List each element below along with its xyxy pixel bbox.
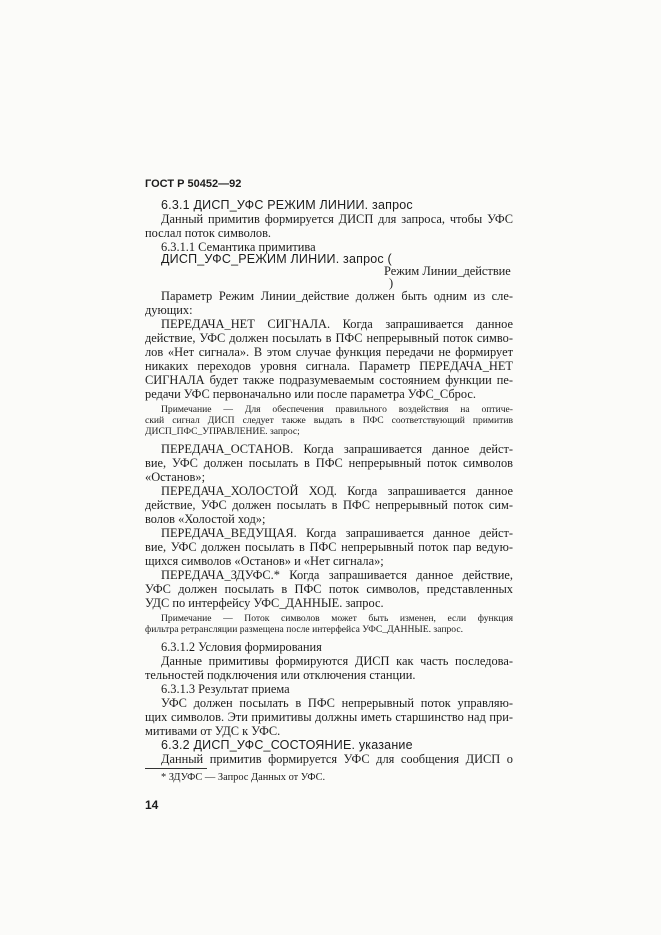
primitive-parameter: Режим Линии_действие [384, 264, 511, 278]
note-line: Примечание — Поток символов может быть изменен, если функция [161, 613, 513, 624]
primitive-close-paren: ) [389, 276, 394, 290]
text-line: Параметр Режим Линии_действие должен быть одним из сле- [161, 289, 513, 303]
text-line: тельностей подключения или отключения станции. [145, 668, 416, 682]
page-header: ГОСТ Р 50452—92 [145, 178, 242, 190]
note-line: Примечание — Для обеспечения правильного воздействия на оптиче- [161, 404, 513, 415]
text-line: ПЕРЕДАЧА_ХОЛОСТОЙ ХОД. Когда запрашивается данное [161, 484, 513, 498]
text-line: редачи УФС первоначально или после параметра УФС_Сброс. [145, 387, 476, 401]
text-line: никаких переходов уровня сигнала. Параметр ПЕРЕДАЧА_НЕТ [145, 359, 513, 373]
footnote-rule [145, 768, 207, 769]
text-line: ПЕРЕДАЧА_ОСТАНОВ. Когда запрашивается данное дейст- [161, 442, 513, 456]
text-line: ПЕРЕДАЧА_ЗДУФС.* Когда запрашивается данное действие, [161, 568, 513, 582]
page-number: 14 [145, 798, 159, 812]
text-line: Данный примитив формируется ДИСП для запроса, чтобы УФС [161, 212, 513, 226]
text-line: волов «Холостой ход»; [145, 512, 266, 526]
text-line: ПЕРЕДАЧА_ВЕДУЩАЯ. Когда запрашивается данное дейст- [161, 526, 513, 540]
text-line: УФС должен посылать в ПФС поток символов, представленных [145, 582, 513, 596]
text-line: щихся символов «Останов» и «Нет сигнала»; [145, 554, 384, 568]
note-line: фильтра ретрансляции размещена после интерфейса УФС_ДАННЫЕ. запрос. [145, 624, 463, 635]
text-line: СИГНАЛА будет также подразумеваемым состоянием функции пе- [145, 373, 513, 387]
text-line: «Останов»; [145, 470, 206, 484]
text-line: лов «Нет сигнала». В этом случае функция передачи не формирует [145, 345, 513, 359]
text-line: УДС по интерфейсу УФС_ДАННЫЕ. запрос. [145, 596, 384, 610]
text-line: послал поток символов. [145, 226, 272, 240]
subsection-heading: 6.3.1.1 Семантика примитива [161, 240, 316, 254]
subsection-heading: 6.3.1.3 Результат приема [161, 682, 290, 696]
note-line: ДИСП_ПФС_УПРАВЛЕНИЕ. запрос; [145, 426, 300, 437]
text-line: щих символов. Эти примитивы должны иметь старшинство над при- [145, 710, 513, 724]
text-line: действие, УФС должен посылать в ПФС непрерывный поток сим- [145, 498, 513, 512]
subsection-heading: 6.3.1.2 Условия формирования [161, 640, 322, 654]
text-line: Данные примитивы формируются ДИСП как часть последова- [161, 654, 513, 668]
text-line: ПЕРЕДАЧА_НЕТ СИГНАЛА. Когда запрашивается данное [161, 317, 513, 331]
note-line: ский сигнал ДИСП следует также выдать в ПФС соответствующий примитив [145, 415, 513, 426]
footnote: * ЗДУФС — Запрос Данных от УФС. [161, 772, 326, 783]
text-line: действие, УФС должен посылать в ПФС непрерывный поток симво- [145, 331, 513, 345]
text-line: дующих: [145, 303, 193, 317]
text-line: УФС должен посылать в ПФС непрерывный поток управляю- [161, 696, 513, 710]
text-line: митивами от УДС к УФС. [145, 724, 281, 738]
text-line: вие, УФС должен посылать в ПФС непрерывный поток пар ведую- [145, 540, 513, 554]
text-line: Данный примитив формируется УФС для сообщения ДИСП о [161, 752, 513, 766]
section-heading: 6.3.1 ДИСП_УФС РЕЖИМ ЛИНИИ. запрос [161, 198, 413, 212]
section-heading: 6.3.2 ДИСП_УФС_СОСТОЯНИЕ. указание [161, 738, 413, 752]
text-line: вие, УФС должен посылать в ПФС непрерывный поток символов [145, 456, 513, 470]
primitive-signature: ДИСП_УФС_РЕЖИМ ЛИНИИ. запрос ( [161, 252, 392, 266]
